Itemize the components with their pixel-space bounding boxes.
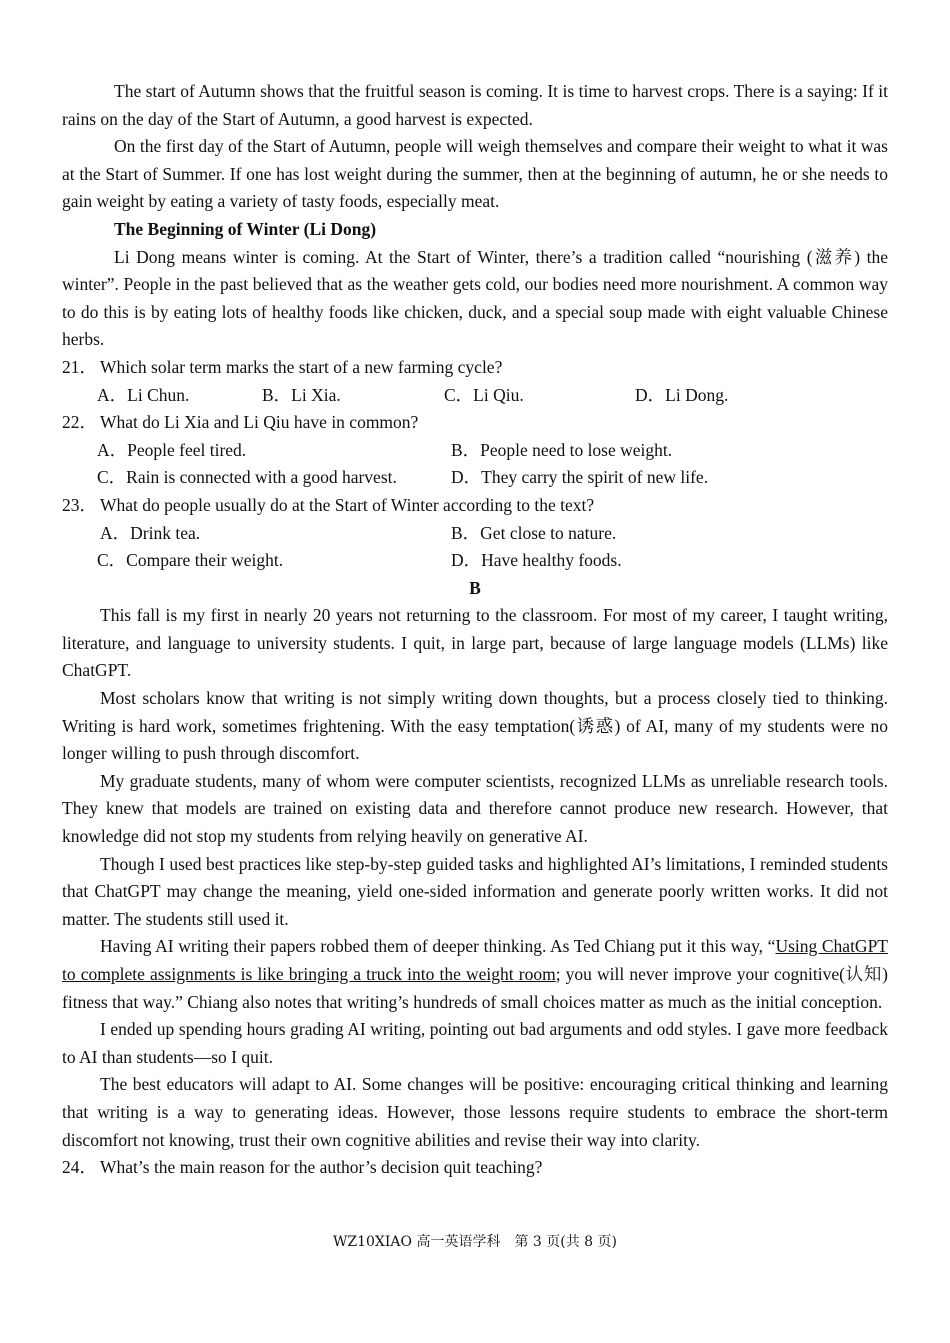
option-d[interactable]: D．They carry the spirit of new life. (451, 467, 709, 488)
question-21-options (62, 382, 888, 410)
exam-page (62, 78, 888, 1182)
passage-b-paragraph-4: Though I used best practices like step-by-step guided tasks and highlighted AI’s limitations, I reminded students that ChatGPT may change the meaning, yield one-sided information and generate poorly written works. It did not matter. The students still used it. (62, 853, 888, 929)
paragraph-5-text-start: Having AI writing their papers robbed them of deeper thinking. As Ted Chiang put it this way, “ (100, 936, 776, 957)
option-a[interactable]: A．Li Chun. (97, 384, 190, 405)
option-c[interactable]: C．Li Qiu. (444, 384, 524, 405)
passage-b-paragraph-7: The best educators will adapt to AI. Some changes will be positive: encouraging critical thinking and learning that writing is a way to generating ideas. However, those lessons require students to embrace the short-term discomfort not knowing, trust their own cognitive abilities and revise their way into clarity. (62, 1074, 888, 1150)
question-22-options-row-2 (62, 464, 888, 492)
question-24 (62, 1154, 888, 1182)
option-c[interactable]: C．Compare their weight. (97, 550, 284, 571)
option-a[interactable]: A．Drink tea. (100, 522, 201, 543)
question-23 (62, 492, 888, 520)
question-number: 22． (62, 412, 97, 433)
option-b[interactable]: B．Get close to nature. (451, 522, 617, 543)
question-23-options-row-2 (62, 547, 888, 575)
passage-b-paragraph-1: This fall is my first in nearly 20 years not returning to the classroom. For most of my career, I taught writing, literature, and language to university students. I quit, in large part, because of large language models (LLMs) like ChatGPT. (62, 605, 888, 681)
option-b[interactable]: B．People need to lose weight. (451, 439, 673, 460)
passage-a-paragraph-3: Li Dong means winter is coming. At the Start of Winter, there’s a tradition called “nourishing (滋养) the winter”. People in the past believed that as the weather gets cold, our bodies need more nourishment. A common way to do this is by eating lots of healthy foods like chicken, duck, and a special soup made with eight valuable Chinese herbs. (62, 246, 888, 350)
passage-b-paragraph-5 (62, 933, 888, 1016)
section-heading-li-dong: The Beginning of Winter (Li Dong) (114, 218, 377, 239)
passage-b-label: B (469, 577, 481, 598)
question-text: Which solar term marks the start of a new farming cycle? (100, 356, 503, 377)
question-number: 24． (62, 1157, 97, 1178)
passage-b-paragraph-3: My graduate students, many of whom were computer scientists, recognized LLMs as unreliable research tools. They knew that models are trained on existing data and therefore cannot produce new research. However, that knowledge did not stop my students from relying heavily on generative AI. (62, 770, 888, 847)
passage-b-paragraph-6: I ended up spending hours grading AI writing, pointing out bad arguments and odd styles. I gave more feedback to AI than students—so I quit. (62, 1019, 888, 1067)
paragraph-5-text-end: ; you will never improve your cognitive(认知) fitness that way.” Chiang also notes that writing’s hundreds of small choices matter as much as the initial conception. (62, 964, 888, 1012)
question-text: What do Li Xia and Li Qiu have in common? (100, 412, 419, 433)
underlined-quote: Using ChatGPT to complete assignments is like bringing a truck into the weight room (62, 936, 888, 984)
question-22 (62, 409, 888, 437)
option-d[interactable]: D．Have healthy foods. (451, 550, 622, 571)
passage-a-paragraph-1: The start of Autumn shows that the fruitful season is coming. It is time to harvest crops. There is a saying: If it rains on the day of the Start of Autumn, a good harvest is expected. (62, 81, 888, 129)
option-b[interactable]: B．Li Xia. (262, 384, 341, 405)
passage-a-paragraph-2: On the first day of the Start of Autumn, people will weigh themselves and compare their weight to what it was at the Start of Summer. If one has lost weight during the summer, then at the beginning of autumn, he or she needs to gain weight by eating a variety of tasty foods, especially meat. (62, 136, 888, 212)
question-text: What’s the main reason for the author’s decision quit teaching? (100, 1157, 543, 1178)
question-22-options-row-1 (62, 437, 888, 465)
option-d[interactable]: D．Li Dong. (635, 384, 729, 405)
option-a[interactable]: A．People feel tired. (97, 439, 247, 460)
question-number: 21． (62, 356, 97, 377)
question-number: 23． (62, 494, 97, 515)
passage-b-paragraph-2: Most scholars know that writing is not simply writing down thoughts, but a process closely tied to thinking. Writing is hard work, sometimes frightening. With the easy temptation(诱惑) of AI, many of my students were no longer willing to push through discomfort. (62, 688, 888, 764)
option-c[interactable]: C．Rain is connected with a good harvest. (97, 467, 397, 488)
question-23-options-row-1 (62, 520, 888, 548)
question-text: What do people usually do at the Start of Winter according to the text? (100, 494, 595, 515)
page-footer: WZ10XIAO 高一英语学科 第 3 页(共 8 页) (332, 1234, 617, 1250)
question-21 (62, 354, 888, 382)
